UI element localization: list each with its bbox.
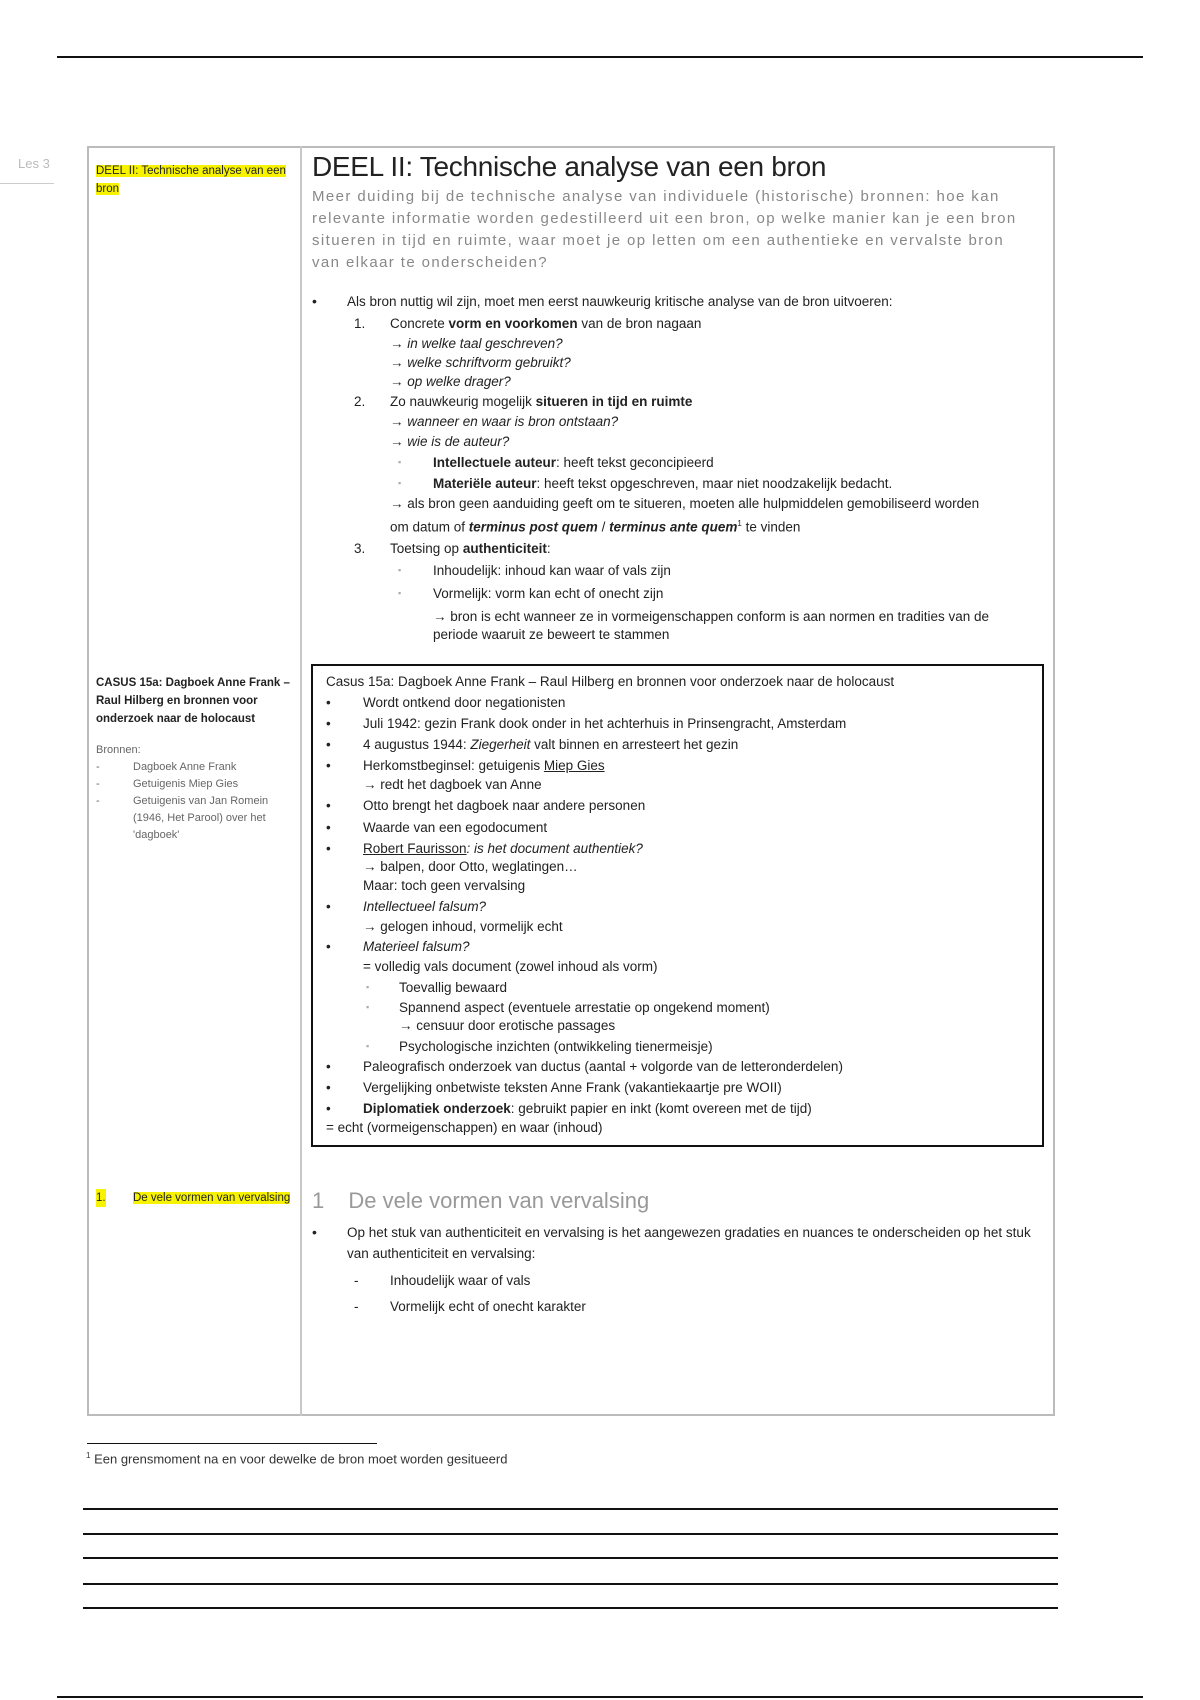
lesson-underline bbox=[0, 183, 54, 184]
casus-subline: → gelogen inhoud, vormelijk echt bbox=[363, 919, 563, 934]
footnote-rule bbox=[87, 1443, 377, 1444]
sub-bullet-icon: ▪ bbox=[366, 982, 370, 992]
section1: 1 De vele vormen van vervalsing • Op het stuk van authenticiteit en vervalsing is het aangewezen gradaties en nuances te onderscheiden op het stuk van authenticiteit en vervalsing: - Inhoudelijk waar of vals - Vormelijk echt of onecht karakter bbox=[312, 1188, 1031, 1314]
item3-sub3a: → bron is echt wanneer ze in vormeigenschappen conform is aan normen en tradities van de bbox=[433, 608, 990, 624]
faurisson-link: Robert Faurisson bbox=[363, 841, 467, 856]
footnote-ref: 1 bbox=[737, 519, 742, 528]
section1-bullet-text: Op het stuk van authenticiteit en vervalsing is het aangewezen gradaties en nuances te onderscheiden op het stuk van authenticiteit en vervalsing: bbox=[347, 1225, 1031, 1261]
casus-line: Wordt ontkend door negationisten bbox=[363, 695, 566, 710]
casus-subline: → balpen, door Otto, weglatingen… bbox=[363, 859, 578, 874]
item2-note2: om datum of bbox=[390, 519, 469, 535]
miep-gies-link: Miep Gies bbox=[543, 758, 605, 773]
section1-label: De vele vormen van vervalsing bbox=[133, 1192, 291, 1204]
item1-q2: → welke schriftvorm gebruikt? bbox=[390, 355, 571, 370]
item1-text: Concrete bbox=[390, 316, 449, 331]
bron-item: - Dagboek Anne Frank bbox=[96, 759, 291, 776]
dash-item: Inhoudelijk waar of vals bbox=[390, 1273, 531, 1288]
author1-rest: : heeft tekst geconcipieerd bbox=[556, 455, 714, 470]
item3-sub1: Inhoudelijk: inhoud kan waar of vals zijn bbox=[433, 562, 671, 578]
casus-subline: = volledig vals document (zowel inhoud als vorm) bbox=[363, 959, 658, 974]
terminus-post: terminus post quem bbox=[468, 519, 598, 535]
analysis-list bbox=[312, 291, 1037, 644]
main-intro bbox=[312, 150, 1037, 274]
item3-sub2: Vormelijk: vorm kan echt of onecht zijn bbox=[433, 585, 664, 601]
author2-bold: Materiële auteur bbox=[433, 476, 537, 491]
casus-line: Juli 1942: gezin Frank dook onder in het achterhuis in Prinsengracht, Amsterdam bbox=[363, 716, 847, 731]
author2-rest: : heeft tekst opgeschreven, maar niet noodzakelijk bedacht. bbox=[536, 476, 893, 491]
casus-subline: Maar: toch geen vervalsing bbox=[363, 878, 526, 893]
casus-line: Otto brengt het dagboek naar andere personen bbox=[363, 798, 646, 813]
sub-bullet-icon: ▪ bbox=[398, 478, 402, 488]
column-divider bbox=[300, 146, 302, 1416]
section1-num: 1. bbox=[96, 1189, 106, 1207]
casus-italic: Intellectueel falsum? bbox=[363, 899, 487, 914]
casus-subitem: Spannend aspect (eventuele arrestatie op ongekend moment) bbox=[399, 1000, 770, 1015]
side-section1 bbox=[96, 1189, 291, 1207]
casus-line: Waarde van een egodocument bbox=[363, 820, 548, 835]
casus-italic: Materieel falsum? bbox=[363, 939, 470, 954]
bullet-icon: • bbox=[312, 1224, 317, 1240]
item2-num: 2. bbox=[354, 394, 366, 409]
note-line bbox=[83, 1533, 1058, 1535]
bronnen-list bbox=[96, 759, 291, 844]
item2-q1: → wanneer en waar is bron ontstaan? bbox=[390, 414, 619, 429]
bronnen-label: Bronnen: bbox=[96, 744, 141, 756]
lesson-label: Les 3 bbox=[18, 156, 50, 171]
item1-q1: → in welke taal geschreven? bbox=[390, 336, 563, 351]
item3-bold: authenticiteit bbox=[462, 540, 547, 556]
casus-italic: Ziegerheit bbox=[470, 737, 531, 752]
item3-num: 3. bbox=[354, 540, 366, 556]
casus-title: CASUS 15a: Dagboek Anne Frank – Raul Hilberg en bronnen voor onderzoek naar de holocaust bbox=[96, 677, 290, 725]
sub-bullet-icon: ▪ bbox=[366, 1002, 370, 1012]
casus-subitem: → censuur door erotische passages bbox=[399, 1018, 616, 1033]
item3-sub3b: periode waaruit ze beweert te stammen bbox=[433, 626, 670, 642]
casus-heading: Casus 15a: Dagboek Anne Frank – Raul Hilberg en bronnen voor onderzoek naar de holocaust bbox=[326, 674, 895, 689]
item1-rest: van de bron nagaan bbox=[577, 316, 702, 331]
item2-note2-rest: te vinden bbox=[741, 519, 801, 535]
casus-line-rest: valt binnen en arresteert het gezin bbox=[530, 737, 739, 752]
casus-subitem: Psychologische inzichten (ontwikkeling tienermeisje) bbox=[399, 1039, 713, 1054]
casus-line: 4 augustus 1944: bbox=[363, 737, 471, 752]
footnote-text: Een grensmoment na en voor dewelke de bron moet worden gesitueerd bbox=[94, 1451, 508, 1467]
item2-note1: → als bron geen aanduiding geeft om te situeren, moeten alle hulpmiddelen gemobiliseerd worden bbox=[390, 496, 980, 511]
note-line bbox=[83, 1583, 1058, 1585]
footnote bbox=[86, 1451, 507, 1466]
footnote-num: 1 bbox=[86, 1451, 91, 1460]
casus-line: Vergelijking onbetwiste teksten Anne Frank (vakantiekaartje pre WOII) bbox=[363, 1080, 782, 1095]
casus-line-rest: : gebruikt papier en inkt (komt overeen met de tijd) bbox=[510, 1101, 812, 1116]
bullet-icon: • bbox=[312, 293, 317, 309]
note-line bbox=[83, 1508, 1058, 1510]
item1-q3: → op welke drager? bbox=[390, 374, 511, 389]
sub-bullet-icon: ▪ bbox=[398, 564, 402, 575]
item3-colon: : bbox=[546, 540, 551, 556]
note-line bbox=[83, 1607, 1058, 1609]
sub-bullet-icon: ▪ bbox=[398, 457, 402, 467]
intro-text: Meer duiding bij de technische analyse van individuele (historische) bronnen: hoe kan relevante informatie worden gedestilleerd uit een bron, op welke manier kan je een bron situeren in tijd en ruimte, waar moet je op letten om een authentieke en vervalste bron van elkaar te onderscheiden? bbox=[312, 188, 1017, 271]
side-deel-label: DEEL II: Technische analyse van een bron bbox=[96, 165, 286, 195]
casus-box: Casus 15a: Dagboek Anne Frank – Raul Hilberg en bronnen voor onderzoek naar de holocaust • Wordt ontkend door negationisten • Juli 1942: gezin Frank dook onder in het achterhuis in Prinsengracht, Amsterdam • 4 augustus 1944: Ziegerheit valt binnen en arresteert het gezin • Herkomstbeginsel: getuigenis Miep Gies → redt het dagboek van Anne • Otto brengt het dagboek naar andere personen • Waarde van een egodocument • Robert Faurisson: is het document authentiek? → balpen, door Otto, weglatingen… Maar: toch geen vervalsing • Intellectueel falsum? → gelogen inhoud, vormelijk echt • Materieel falsum? = volledig vals document (zowel inhoud als vorm) ▪ Toevallig bewaard ▪ Spannend aspect (eventuele arrestatie op ongekend moment) → censuur door erotische passages ▪ Psychologische inzichten (ontwikkeling tienermeisje) • Paleografisch onderzoek van ductus (aantal + volgorde van de letteronderdelen) • Vergelijking onbetwiste teksten Anne Frank (vakantiekaartje pre WOII) • Diplomatiek onderzoek: gebruikt papier en inkt (komt overeen met de tijd) = echt (vormeigenschappen) en waar (inhoud) bbox=[311, 664, 1044, 1147]
bullet1-text: Als bron nuttig wil zijn, moet men eerst nauwkeurig kritische analyse van de bron uitvoeren: bbox=[347, 294, 893, 309]
author1-bold: Intellectuele auteur bbox=[433, 455, 557, 470]
sub-bullet-icon: ▪ bbox=[398, 587, 402, 598]
casus-bold: Diplomatiek onderzoek bbox=[363, 1101, 511, 1116]
top-rule bbox=[57, 56, 1143, 58]
bottom-rule bbox=[57, 1696, 1143, 1698]
section1-heading-num: 1 bbox=[312, 1188, 325, 1213]
bron-item: - Getuigenis van Jan Romein (1946, Het Parool) over het 'dagboek' bbox=[96, 793, 291, 844]
item2-bold: situeren in tijd en ruimte bbox=[535, 394, 693, 409]
side-casus bbox=[96, 674, 291, 844]
item2-q2: → wie is de auteur? bbox=[390, 434, 510, 449]
dash-item: Vormelijk echt of onecht karakter bbox=[390, 1299, 586, 1314]
item2-text: Zo nauwkeurig mogelijk bbox=[390, 394, 536, 409]
item1-bold: vorm en voorkomen bbox=[448, 316, 578, 331]
casus-subitem: Toevallig bewaard bbox=[399, 980, 508, 995]
casus-subline: → redt het dagboek van Anne bbox=[363, 777, 542, 792]
note-line bbox=[83, 1557, 1058, 1559]
casus-line: Herkomstbeginsel: getuigenis bbox=[363, 758, 544, 773]
bron-item: - Getuigenis Miep Gies bbox=[96, 776, 291, 793]
sub-bullet-icon: ▪ bbox=[366, 1041, 370, 1051]
casus-conclusion: = echt (vormeigenschappen) en waar (inhoud) bbox=[326, 1120, 603, 1135]
page-title: DEEL II: Technische analyse van een bron bbox=[312, 151, 827, 182]
item3-text: Toetsing op bbox=[390, 540, 463, 556]
casus-italic: : is het document authentiek? bbox=[466, 841, 643, 856]
section1-heading: De vele vormen van vervalsing bbox=[348, 1188, 650, 1213]
casus-line: Paleografisch onderzoek van ductus (aantal + volgorde van de letteronderdelen) bbox=[363, 1059, 843, 1074]
terminus-sep: / bbox=[597, 519, 610, 535]
item1-num: 1. bbox=[354, 316, 366, 331]
terminus-ante: terminus ante quem bbox=[609, 519, 738, 535]
